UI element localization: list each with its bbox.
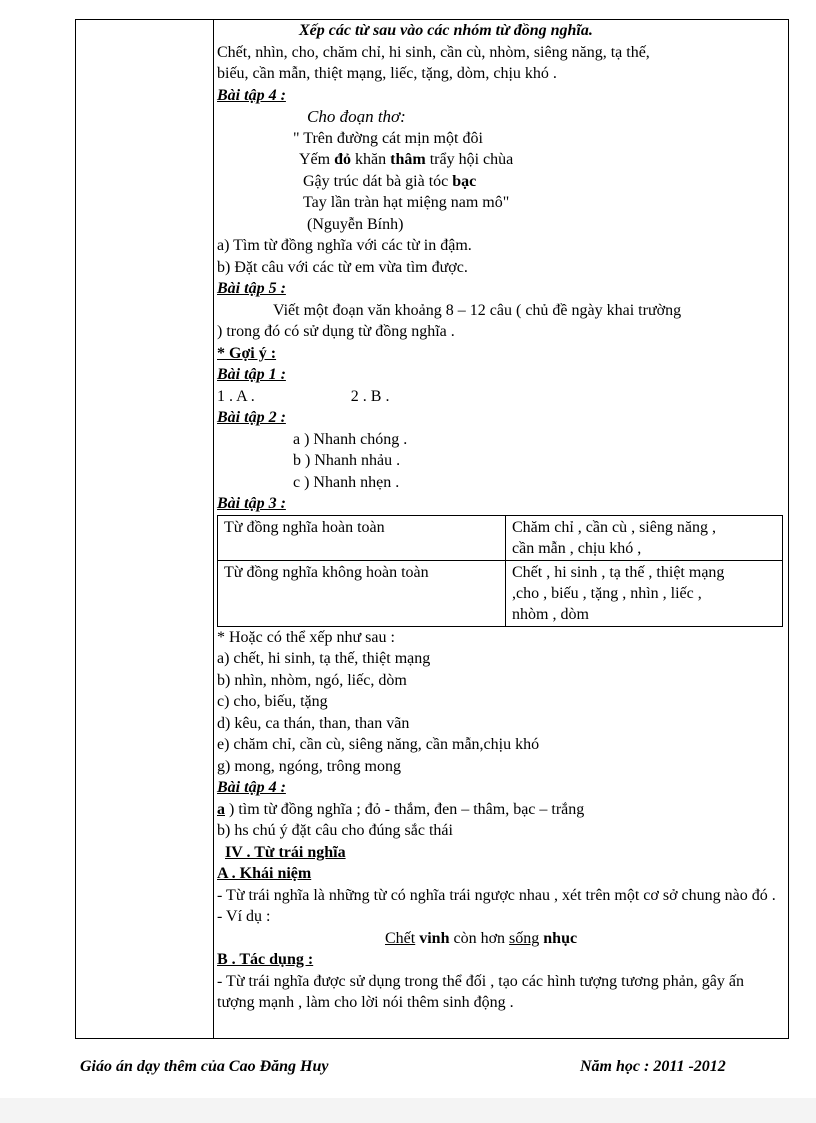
table-cell-words <box>506 515 783 560</box>
answer-4-heading: Bài tập 4 : <box>217 779 286 796</box>
table-row <box>218 515 783 560</box>
synonym-table <box>217 515 783 627</box>
cell-line: Chết , hi sinh , tạ thế , thiệt mạng <box>512 563 725 581</box>
exercise-4-heading: Bài tập 4 : <box>217 86 286 104</box>
alt-item: c) cho, biếu, tặng <box>217 693 328 710</box>
answer-4a-text: ) tìm từ đồng nghĩa ; đỏ - thắm, đen – thâm, bạc – trắng <box>225 800 585 818</box>
bottom-bar <box>0 1098 816 1123</box>
cell-line: cần mẫn , chịu khó , <box>512 539 642 557</box>
column-divider <box>213 20 214 1038</box>
poem-intro: Cho đoạn thơ: <box>307 107 406 126</box>
poem-line: Tay lần tràn hạt miệng nam mô" <box>303 194 510 211</box>
answer-4a <box>217 799 782 821</box>
answer-1b: 2 . B . <box>350 387 390 405</box>
answer-1-line <box>217 386 782 408</box>
table-row <box>218 560 783 626</box>
lesson-content <box>217 20 782 1014</box>
alt-item: d) kêu, ca thán, than, than vãn <box>217 714 410 732</box>
alt-intro: * Hoặc có thể xếp như sau : <box>217 628 395 646</box>
poem-line: Yếm đỏ khăn thâm trẩy hội chùa <box>299 151 514 168</box>
answer-2-heading: Bài tập 2 : <box>217 409 286 426</box>
concept-text: - Từ trái nghĩa là những từ có nghĩa trái ngược nhau , xét trên một cơ sở chung nào đó . <box>217 886 776 904</box>
example-word: vinh <box>415 929 450 947</box>
table-cell-label: Từ đồng nghĩa không hoàn toàn <box>218 560 506 626</box>
answer-2-item: c ) Nhanh nhẹn . <box>293 473 400 491</box>
example-label: - Ví dụ : <box>217 908 271 925</box>
usage-heading: B . Tác dụng : <box>217 951 314 968</box>
example-word: sống <box>509 929 540 947</box>
lesson-table-frame <box>75 19 789 1039</box>
answer-2-item: a ) Nhanh chóng . <box>293 430 408 448</box>
question-a: a) Tìm từ đồng nghĩa với các từ in đậm. <box>217 237 472 254</box>
hint-heading: * Gợi ý : <box>217 344 277 362</box>
example-sentence <box>217 928 782 950</box>
table-cell-words <box>506 560 783 626</box>
cell-line: Chăm chỉ , cần cù , siêng năng , <box>512 518 716 536</box>
exercise-5-line: ) trong đó có sử dụng từ đồng nghĩa . <box>217 323 455 340</box>
poem-line: Gậy trúc dát bà già tóc bạc <box>303 172 477 190</box>
exercise-5-line: Viết một đoạn văn khoảng 8 – 12 câu ( chủ đề ngày khai trường <box>273 301 682 319</box>
answer-1a: 1 . A . <box>217 387 255 405</box>
answer-4b: b) hs chú ý đặt câu cho đúng sắc thái <box>217 822 453 839</box>
alt-item: e) chăm chỉ, cần cù, siêng năng, cần mẫn,chịu khó <box>217 736 540 753</box>
example-word: nhục <box>539 929 578 947</box>
example-word: Chết <box>385 929 416 947</box>
alt-item: b) nhìn, nhòm, ngó, liếc, dòm <box>217 671 407 689</box>
answer-3-heading: Bài tập 3 : <box>217 495 286 512</box>
table-cell-label: Từ đồng nghĩa hoàn toàn <box>218 515 506 560</box>
footer-author: Giáo án dạy thêm của Cao Đăng Huy <box>80 1058 329 1075</box>
answer-1-heading: Bài tập 1 : <box>217 366 286 383</box>
exercise-5-heading: Bài tập 5 : <box>217 280 286 297</box>
alt-item: g) mong, ngóng, trông mong <box>217 757 401 775</box>
usage-text: - Từ trái nghĩa được sử dụng trong thể đối , tạo các hình tượng tương phản, gây ấn tượng mạnh , làm cho lời nói thêm sinh động . <box>217 972 745 1011</box>
footer-year: Năm học : 2011 -2012 <box>580 1058 726 1075</box>
word-list-line: Chết, nhìn, cho, chăm chỉ, hi sinh, cần cù, nhòm, siêng năng, tạ thế, <box>217 43 650 61</box>
concept-heading: A . Khái niệm <box>217 865 312 882</box>
section-4-title: IV . Từ trái nghĩa <box>225 843 346 861</box>
alt-item: a) chết, hi sinh, tạ thế, thiệt mạng <box>217 650 431 667</box>
question-b: b) Đặt câu với các từ em vừa tìm được. <box>217 258 468 276</box>
answer-4a-mark: a <box>217 800 225 818</box>
cell-line: ,cho , biếu , tặng , nhìn , liếc , <box>512 584 702 602</box>
word-list-line: biếu, cần mẫn, thiệt mạng, liếc, tặng, dòm, chịu khó . <box>217 65 557 82</box>
answer-2-item: b ) Nhanh nhảu . <box>293 452 401 469</box>
cell-line: nhòm , dòm <box>512 605 589 623</box>
section-title: Xếp các từ sau vào các nhóm từ đồng nghĩa. <box>299 22 593 39</box>
poem-line: " Trên đường cát mịn một đôi <box>293 129 483 147</box>
poem-author: (Nguyễn Bính) <box>307 215 404 233</box>
example-word: còn hơn <box>449 929 510 947</box>
